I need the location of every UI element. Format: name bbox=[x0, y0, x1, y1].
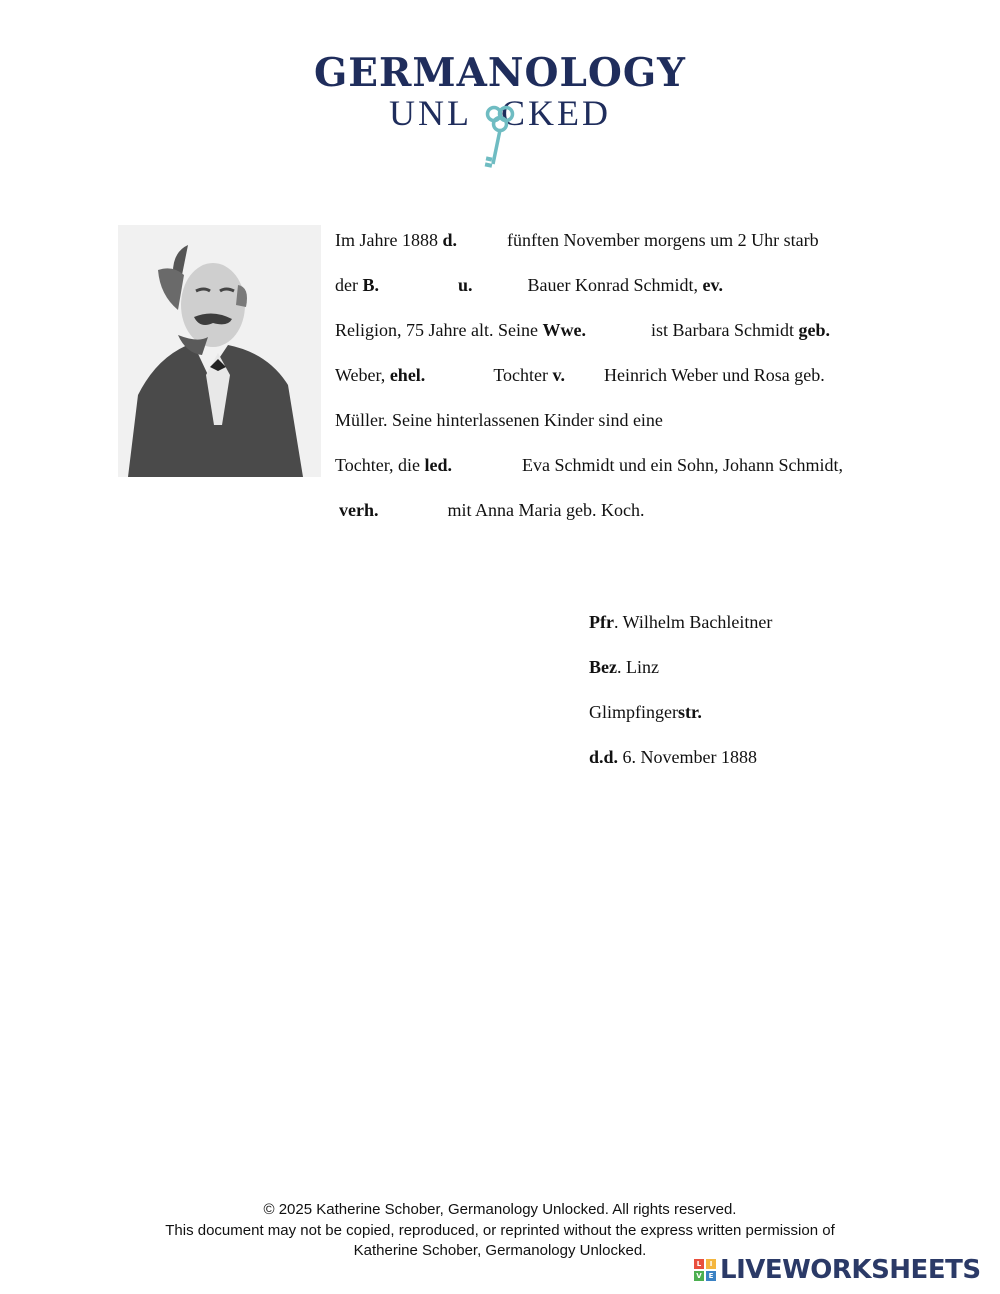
record-line-2: der B. u. Bauer Konrad Schmidt, ev. bbox=[335, 275, 723, 295]
signature-bez: Bez. Linz bbox=[589, 657, 659, 677]
abbrev-led: led. bbox=[424, 455, 452, 475]
signature-date: d.d. 6. November 1888 bbox=[589, 747, 758, 767]
abbrev-ehel: ehel. bbox=[389, 365, 426, 385]
logo bbox=[0, 50, 1000, 133]
abbrev-ev: ev. bbox=[702, 275, 723, 295]
record-line-5: Müller. Seine hinterlassenen Kinder sind eine bbox=[335, 410, 663, 430]
badge-letter: E bbox=[706, 1271, 716, 1281]
signature-pfr: Pfr. Wilhelm Bachleitner bbox=[589, 612, 773, 632]
logo-title: GERMANOLOGY bbox=[313, 50, 687, 96]
liveworksheets-logo[interactable] bbox=[694, 1256, 981, 1284]
copyright-line-2: This document may not be copied, reproduced, or reprinted without the express written permission of bbox=[165, 1221, 835, 1239]
abbrev-u: u. bbox=[458, 275, 473, 295]
abbrev-wwe: Wwe. bbox=[542, 320, 586, 340]
logo-subtitle: UNL CKED bbox=[389, 96, 611, 130]
record-line-4: Weber, ehel. Tochter v. Heinrich Weber und Rosa geb. bbox=[335, 365, 825, 385]
signature-street: Glimpfingerstr. bbox=[589, 702, 702, 722]
copyright-footer bbox=[0, 1200, 1000, 1262]
badge-letter: I bbox=[706, 1259, 716, 1269]
record-line-6: Tochter, die led. Eva Schmidt und ein Sohn, Johann Schmidt, bbox=[335, 455, 843, 475]
record-line-7: verh. mit Anna Maria geb. Koch. bbox=[339, 500, 645, 520]
record-line-3: Religion, 75 Jahre alt. Seine Wwe. ist Barbara Schmidt geb. bbox=[335, 320, 830, 340]
live-badge-icon bbox=[694, 1259, 716, 1281]
copyright-line-1: © 2025 Katherine Schober, Germanology Unlocked. All rights reserved. bbox=[263, 1201, 737, 1218]
portrait-photo bbox=[118, 225, 321, 477]
record-line-1: Im Jahre 1888 d. fünften November morgens um 2 Uhr starb bbox=[335, 230, 819, 250]
badge-letter: V bbox=[694, 1271, 704, 1281]
abbrev-d: d. bbox=[442, 230, 457, 250]
abbrev-verh: verh. bbox=[339, 500, 379, 520]
key-icon bbox=[483, 102, 517, 182]
badge-letter: L bbox=[694, 1259, 704, 1269]
liveworksheets-wordmark: LIVEWORKSHEETS bbox=[720, 1255, 981, 1285]
abbrev-geb: geb. bbox=[798, 320, 830, 340]
abbrev-v: v. bbox=[552, 365, 566, 385]
abbrev-b: B. bbox=[362, 275, 379, 295]
copyright-line-3: Katherine Schober, Germanology Unlocked. bbox=[353, 1242, 647, 1259]
